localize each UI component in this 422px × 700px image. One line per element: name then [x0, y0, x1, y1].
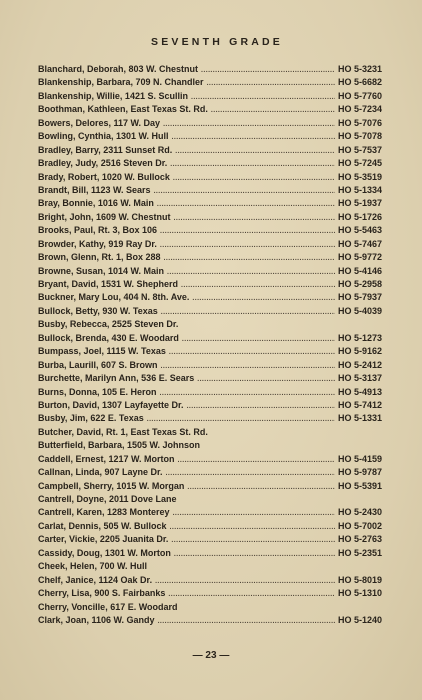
list-item — [38, 440, 396, 453]
student-name-address: Burba, Laurill, 607 S. Brown — [38, 359, 158, 370]
dot-leader — [181, 282, 335, 289]
dot-leader — [154, 188, 335, 195]
list-item — [38, 467, 396, 480]
list-item — [38, 373, 396, 386]
list-item — [38, 212, 396, 225]
phone-number: HO 5-2430 — [338, 507, 383, 518]
student-name-address: Cantrell, Karen, 1283 Monterey — [38, 507, 170, 518]
dot-leader — [173, 175, 335, 182]
student-name-address: Carter, Vickie, 2205 Juanita Dr. — [38, 534, 169, 545]
phone-number: HO 5-1240 — [338, 614, 383, 625]
student-name-address: Bradley, Judy, 2516 Steven Dr. — [38, 158, 168, 169]
student-name-address: Campbell, Sherry, 1015 W. Morgan — [38, 480, 185, 491]
student-name-address: Cassidy, Doug, 1301 W. Morton — [38, 547, 171, 558]
phone-number: HO 5-3137 — [338, 373, 383, 384]
dot-leader — [160, 390, 335, 397]
phone-number: HO 5-5391 — [338, 480, 383, 491]
dot-leader — [207, 80, 335, 87]
list-item — [38, 481, 396, 494]
phone-number: HO 5-2958 — [338, 279, 383, 289]
student-name-address: Callnan, Linda, 907 Layne Dr. — [38, 467, 163, 478]
list-item — [38, 575, 396, 588]
student-name-address: Bullock, Betty, 930 W. Texas — [38, 305, 158, 316]
student-name-address: Busby, Jim, 622 E. Texas — [38, 413, 144, 424]
student-name-address: Blanchard, Deborah, 803 W. Chestnut — [38, 64, 199, 74]
student-name-address: Brandt, Bill, 1123 W. Sears — [38, 184, 151, 195]
student-name-address: Brady, Robert, 1020 W. Bullock — [38, 171, 170, 182]
phone-number: HO 5-1310 — [338, 588, 383, 599]
dot-leader — [164, 255, 335, 262]
dot-leader — [201, 67, 335, 74]
student-name-address: Bowling, Cynthia, 1301 W. Hull — [38, 131, 169, 142]
phone-number: HO 5-9772 — [338, 252, 383, 263]
phone-number: HO 5-5463 — [338, 225, 383, 236]
phone-number: HO 5-7937 — [338, 292, 383, 303]
phone-number: HO 5-2351 — [338, 547, 383, 558]
phone-number: HO 5-1273 — [338, 332, 383, 343]
dot-leader — [170, 161, 335, 168]
dot-leader — [169, 349, 335, 356]
phone-number: HO 5-9162 — [338, 346, 383, 357]
student-name-address: Caddell, Ernest, 1217 W. Morton — [38, 453, 175, 464]
list-item — [38, 185, 396, 198]
phone-number: HO 5-4039 — [338, 305, 383, 316]
list-item — [38, 602, 396, 615]
list-item — [38, 225, 396, 238]
phone-number: HO 5-8019 — [338, 574, 383, 585]
dot-leader — [187, 484, 335, 491]
dot-leader — [172, 134, 335, 141]
phone-number: HO 5-2412 — [338, 359, 383, 370]
dot-leader — [192, 295, 335, 302]
list-item — [38, 104, 396, 117]
student-name-address: Bumpass, Joel, 1115 W. Texas — [38, 346, 166, 357]
dot-leader — [175, 148, 335, 155]
phone-number: HO 5-7076 — [338, 117, 383, 128]
student-name-address: Blankenship, Willie, 1421 S. Scullin — [38, 90, 188, 101]
list-item — [38, 521, 396, 534]
student-name-address: Cheek, Helen, 700 W. Hull — [38, 561, 148, 572]
student-name-address: Browne, Susan, 1014 W. Main — [38, 265, 165, 276]
dot-leader — [178, 457, 335, 464]
list-item — [38, 145, 396, 158]
dot-leader — [187, 403, 335, 410]
list-item — [38, 615, 396, 628]
dot-leader — [168, 591, 335, 598]
dot-leader — [197, 376, 335, 383]
student-list — [38, 64, 396, 628]
phone-number: HO 5-3231 — [338, 64, 383, 74]
student-name-address: Bright, John, 1609 W. Chestnut — [38, 211, 171, 222]
student-name-address: Butcher, David, Rt. 1, East Texas St. Rd. — [38, 426, 208, 437]
list-item — [38, 427, 396, 440]
phone-number: HO 5-7537 — [338, 144, 383, 155]
list-item — [38, 292, 396, 305]
dot-leader — [170, 524, 335, 531]
student-name-address: Cherry, Lisa, 900 S. Fairbanks — [38, 588, 166, 599]
phone-number: HO 5-4159 — [338, 453, 383, 464]
list-item — [38, 360, 396, 373]
list-item — [38, 333, 396, 346]
student-name-address: Carlat, Dennis, 505 W. Bullock — [38, 520, 167, 531]
list-item — [38, 319, 396, 332]
phone-number: HO 5-1334 — [338, 184, 383, 195]
list-item — [38, 413, 396, 426]
list-item — [38, 548, 396, 561]
phone-number: HO 5-3519 — [338, 171, 383, 182]
student-name-address: Clark, Joan, 1106 W. Gandy — [38, 614, 155, 625]
student-name-address: Bradley, Barry, 2311 Sunset Rd. — [38, 144, 173, 155]
list-item — [38, 172, 396, 185]
phone-number: HO 5-7078 — [338, 131, 383, 142]
student-name-address: Busby, Rebecca, 2525 Steven Dr. — [38, 319, 179, 330]
student-name-address: Cherry, Voncille, 617 E. Woodard — [38, 601, 178, 612]
list-item — [38, 454, 396, 467]
dot-leader — [147, 416, 335, 423]
phone-number: HO 5-1331 — [338, 413, 383, 424]
student-name-address: Boothman, Kathleen, East Texas St. Rd. — [38, 104, 208, 115]
list-item — [38, 306, 396, 319]
student-name-address: Cantrell, Doyne, 2011 Dove Lane — [38, 494, 177, 504]
dot-leader — [211, 107, 335, 114]
dot-leader — [161, 363, 335, 370]
student-name-address: Brown, Glenn, Rt. 1, Box 288 — [38, 252, 161, 263]
dot-leader — [167, 269, 335, 276]
student-name-address: Buckner, Mary Lou, 404 N. 8th. Ave. — [38, 292, 190, 303]
phone-number: HO 5-1726 — [338, 211, 383, 222]
list-item — [38, 400, 396, 413]
page-title: SEVENTH GRADE — [150, 36, 284, 48]
phone-number: HO 5-7412 — [338, 399, 383, 410]
list-item — [38, 131, 396, 144]
student-name-address: Chelf, Janice, 1124 Oak Dr. — [38, 574, 153, 585]
student-name-address: Butterfield, Barbara, 1505 W. Johnson — [38, 440, 201, 451]
phone-number: HO 5-7245 — [338, 158, 383, 169]
phone-number: HO 5-7467 — [338, 238, 383, 249]
phone-number: HO 5-7234 — [338, 104, 383, 115]
phone-number: HO 5-4146 — [338, 265, 383, 276]
dot-leader — [161, 309, 335, 316]
student-name-address: Burton, David, 1307 Layfayette Dr. — [38, 399, 184, 410]
list-item — [38, 387, 396, 400]
list-item — [38, 346, 396, 359]
list-item — [38, 266, 396, 279]
list-item — [38, 279, 396, 292]
dot-leader — [171, 537, 335, 544]
phone-number: HO 5-7002 — [338, 520, 383, 531]
dot-leader — [155, 578, 335, 585]
dot-leader — [191, 94, 335, 101]
page-number: — 23 — — [192, 650, 230, 661]
phone-number: HO 5-2763 — [338, 534, 383, 545]
list-item — [38, 91, 396, 104]
student-name-address: Bullock, Brenda, 430 E. Woodard — [38, 332, 179, 343]
dot-leader — [160, 242, 335, 249]
phone-number: HO 5-6682 — [338, 77, 383, 88]
dot-leader — [173, 510, 335, 517]
student-name-address: Bray, Bonnie, 1016 W. Main — [38, 198, 154, 209]
list-item — [38, 494, 396, 507]
dot-leader — [174, 215, 335, 222]
dot-leader — [160, 228, 335, 235]
list-item — [38, 534, 396, 547]
list-item — [38, 198, 396, 211]
student-name-address: Bryant, David, 1531 W. Shepherd — [38, 279, 179, 289]
list-item — [38, 118, 396, 131]
student-name-address: Burns, Donna, 105 E. Heron — [38, 386, 157, 397]
list-item — [38, 239, 396, 252]
student-name-address: Brooks, Paul, Rt. 3, Box 106 — [38, 225, 158, 236]
list-item — [38, 158, 396, 171]
dot-leader — [182, 336, 335, 343]
phone-number: HO 5-7760 — [338, 90, 383, 101]
dot-leader — [174, 551, 335, 558]
dot-leader — [166, 470, 335, 477]
list-item — [38, 588, 396, 601]
dot-leader — [157, 201, 335, 208]
list-item — [38, 64, 396, 77]
phone-number: HO 5-1937 — [338, 198, 383, 209]
dot-leader — [158, 618, 335, 625]
list-item — [38, 252, 396, 265]
student-name-address: Blankenship, Barbara, 709 N. Chandler — [38, 77, 204, 88]
list-item — [38, 507, 396, 520]
list-item — [38, 77, 396, 90]
student-name-address: Browder, Kathy, 919 Ray Dr. — [38, 238, 157, 249]
student-name-address: Burchette, Marilyn Ann, 536 E. Sears — [38, 373, 195, 384]
list-item — [38, 561, 396, 574]
phone-number: HO 5-4913 — [338, 386, 383, 397]
student-name-address: Bowers, Delores, 117 W. Day — [38, 117, 161, 128]
phone-number: HO 5-9787 — [338, 467, 383, 478]
dot-leader — [163, 121, 335, 128]
